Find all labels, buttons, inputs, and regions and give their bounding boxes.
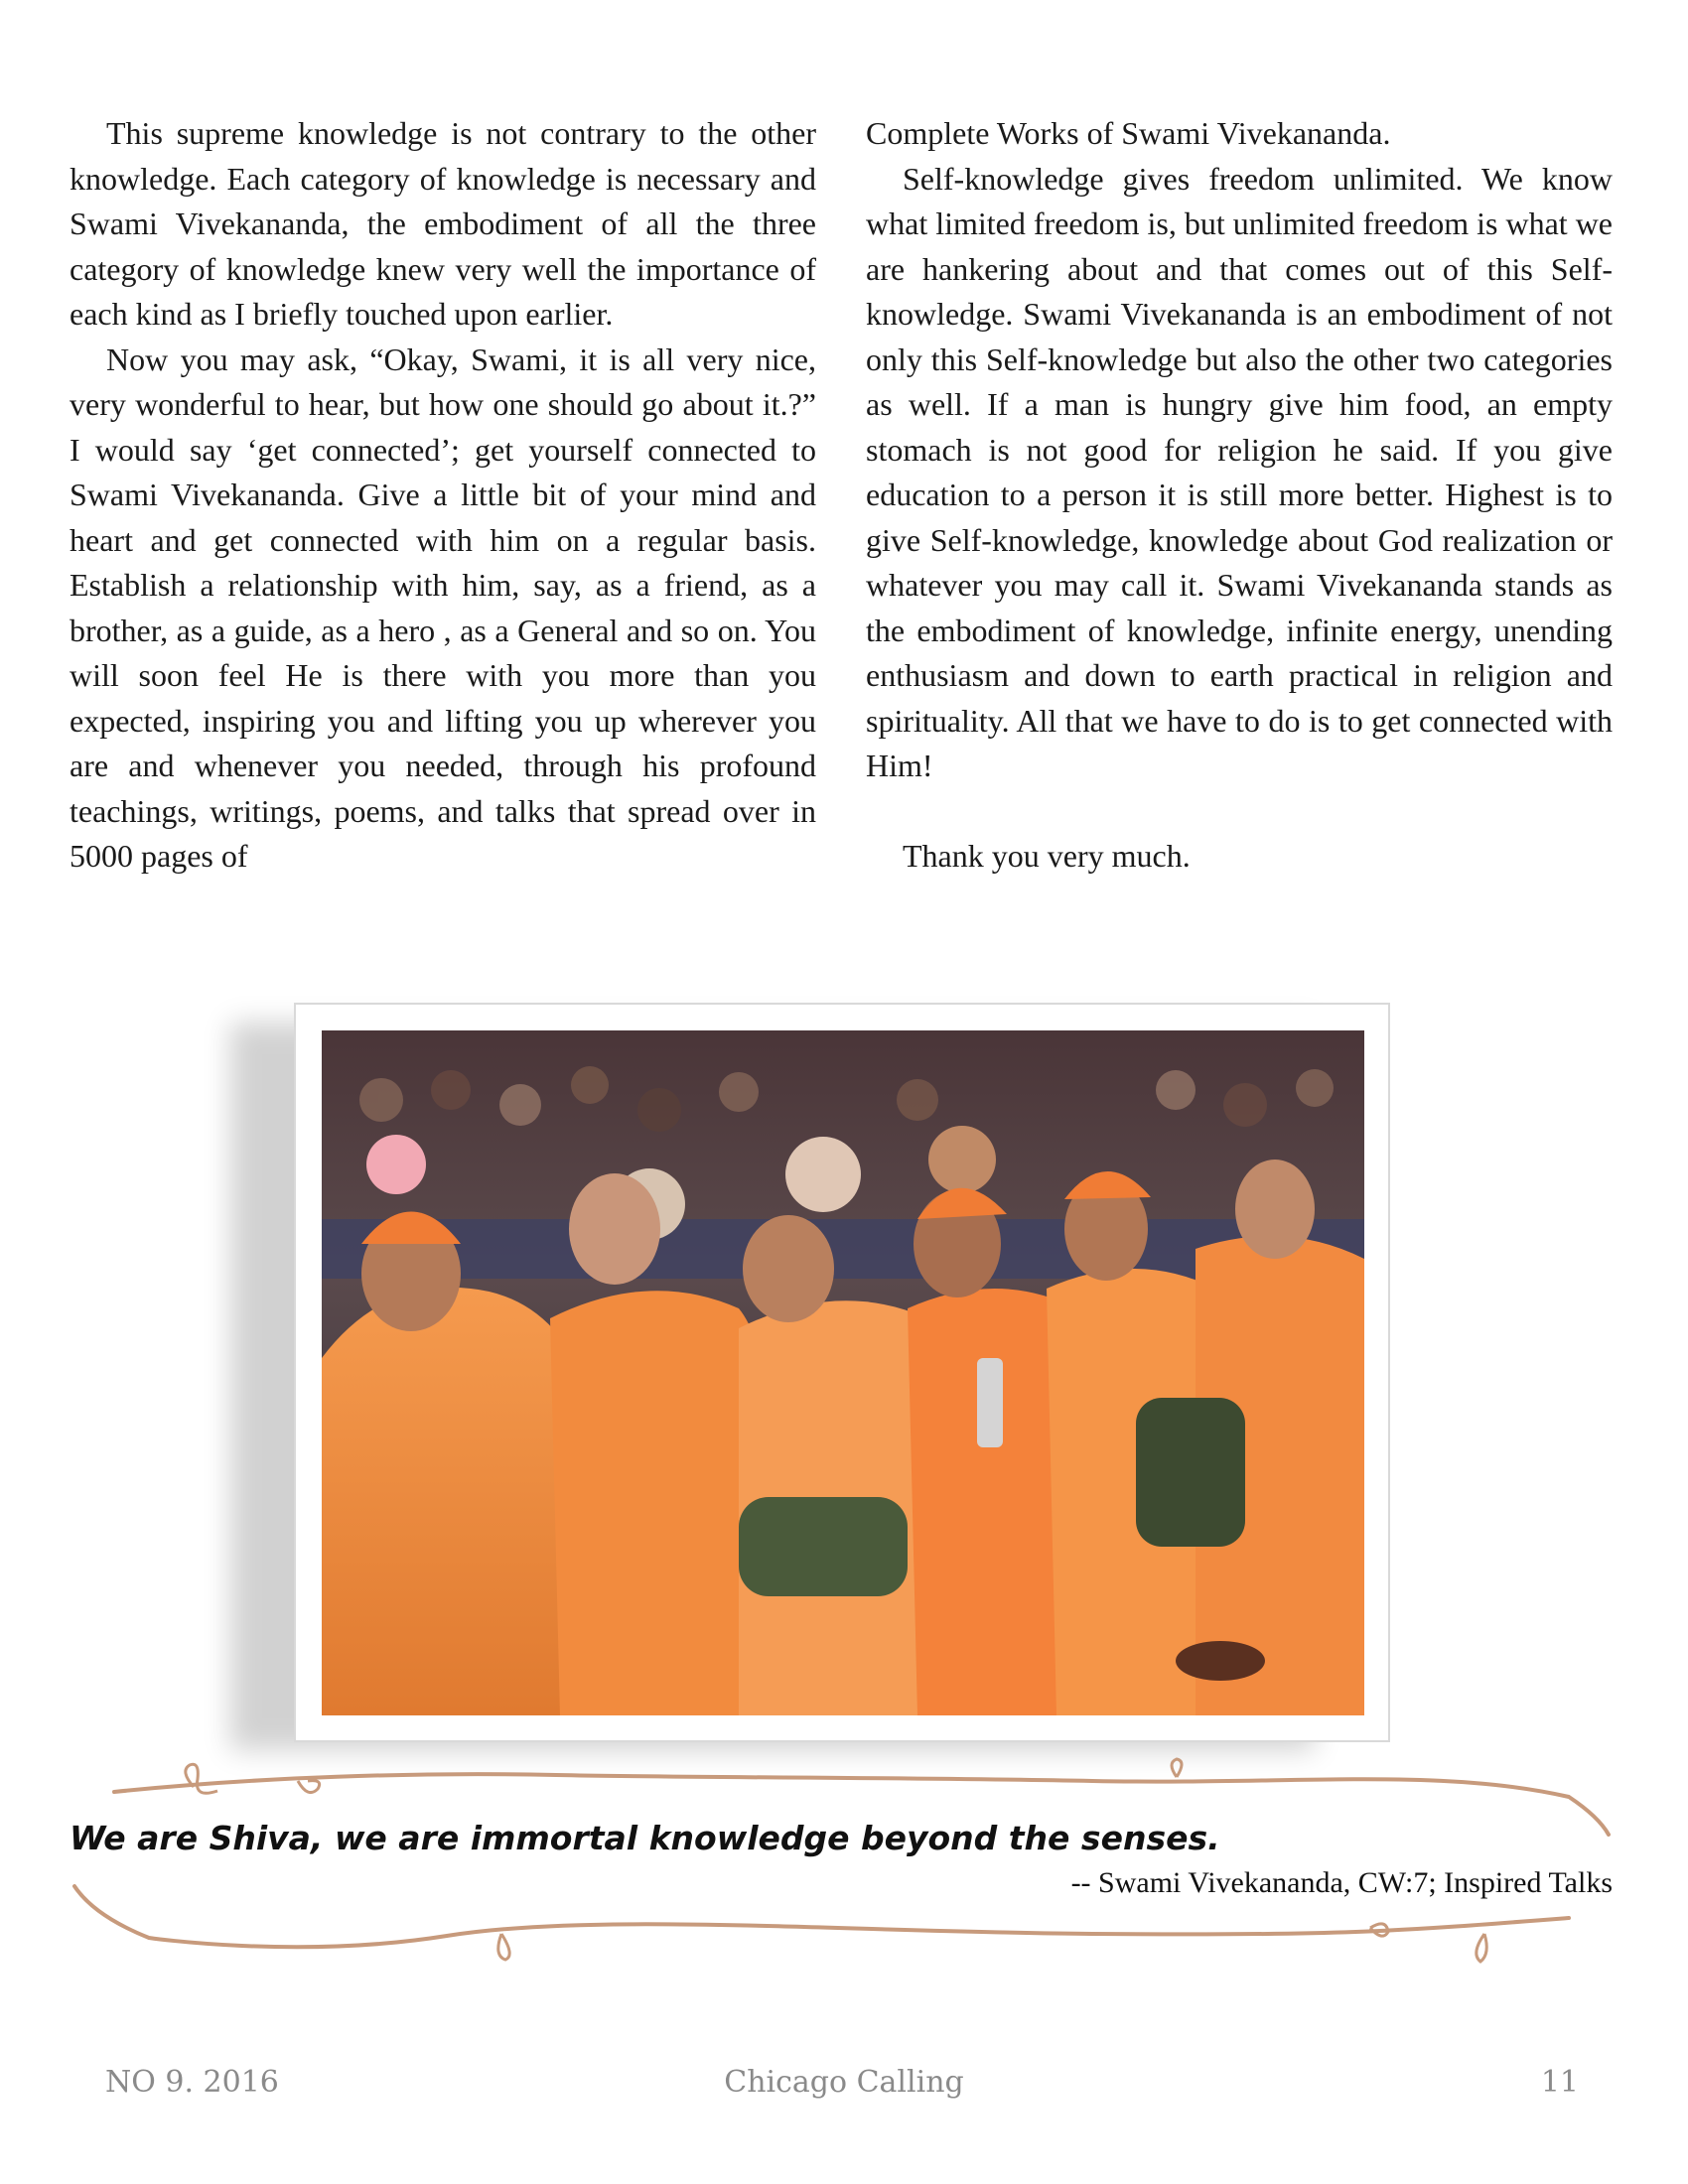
article-column-right: [866, 111, 1613, 880]
article-paragraph: This supreme knowledge is not contrary to the other knowledge. Each category of knowledge is necessary and Swami Vivekananda, the embodiment of all the three category of knowledge knew very well the importance of each kind as I briefly touched upon earlier.: [70, 115, 816, 332]
pull-quote: We are Shiva, we are immortal knowledge beyond the senses.: [70, 1819, 1220, 1857]
photo-frame: [294, 1003, 1390, 1742]
monks-audience-photo: [322, 1030, 1364, 1715]
quote-attribution: -- Swami Vivekananda, CW:7; Inspired Talks: [1070, 1866, 1613, 1899]
page-number: 11: [1540, 2065, 1579, 2100]
article-paragraph: Self-knowledge gives freedom unlimited. We know what limited freedom is, but unlimited freedom is what we are hankering about and that comes out of this Self-knowledge. Swami Vivekananda is an embodiment of not only this Self-knowledge but also the other two categories as well. If a man is hungry give him food, an empty stomach is not good for religion he said. If you give education to a person it is still more better. Highest is to give Self-knowledge, knowledge about God realization or whatever you may call it. Swami Vivekananda stands as the embodiment of knowledge, infinite energy, unending enthusiasm and down to earth practical in religion and spirituality. All that we have to do is to get connected with Him!: [866, 160, 1613, 783]
article-paragraph: Now you may ask, “Okay, Swami, it is all very nice, very wonderful to hear, but how one should go about it.?” I would say ‘get connected’; get yourself connected to Swami Vivekananda. Give a little bit of your mind and heart and get connected with him on a regular basis. Establish a relationship with him, say, as a friend, as a brother, as a guide, as a hero , as a General and so on. You will soon feel He is there with you more than you expected, inspiring you and lifting you up wherever you are and whenever you needed, through his profound teachings, writings, poems, and talks that spread over in 5000 pages of: [70, 341, 816, 874]
issue-label: NO 9. 2016: [105, 2065, 279, 2100]
decorative-swirl-bottom: [0, 1876, 1688, 1985]
article-column-left: [70, 111, 816, 880]
closing-line: Thank you very much.: [903, 838, 1191, 874]
publication-name: Chicago Calling: [724, 2065, 964, 2100]
article-paragraph: Complete Works of Swami Vivekananda.: [866, 115, 1391, 151]
